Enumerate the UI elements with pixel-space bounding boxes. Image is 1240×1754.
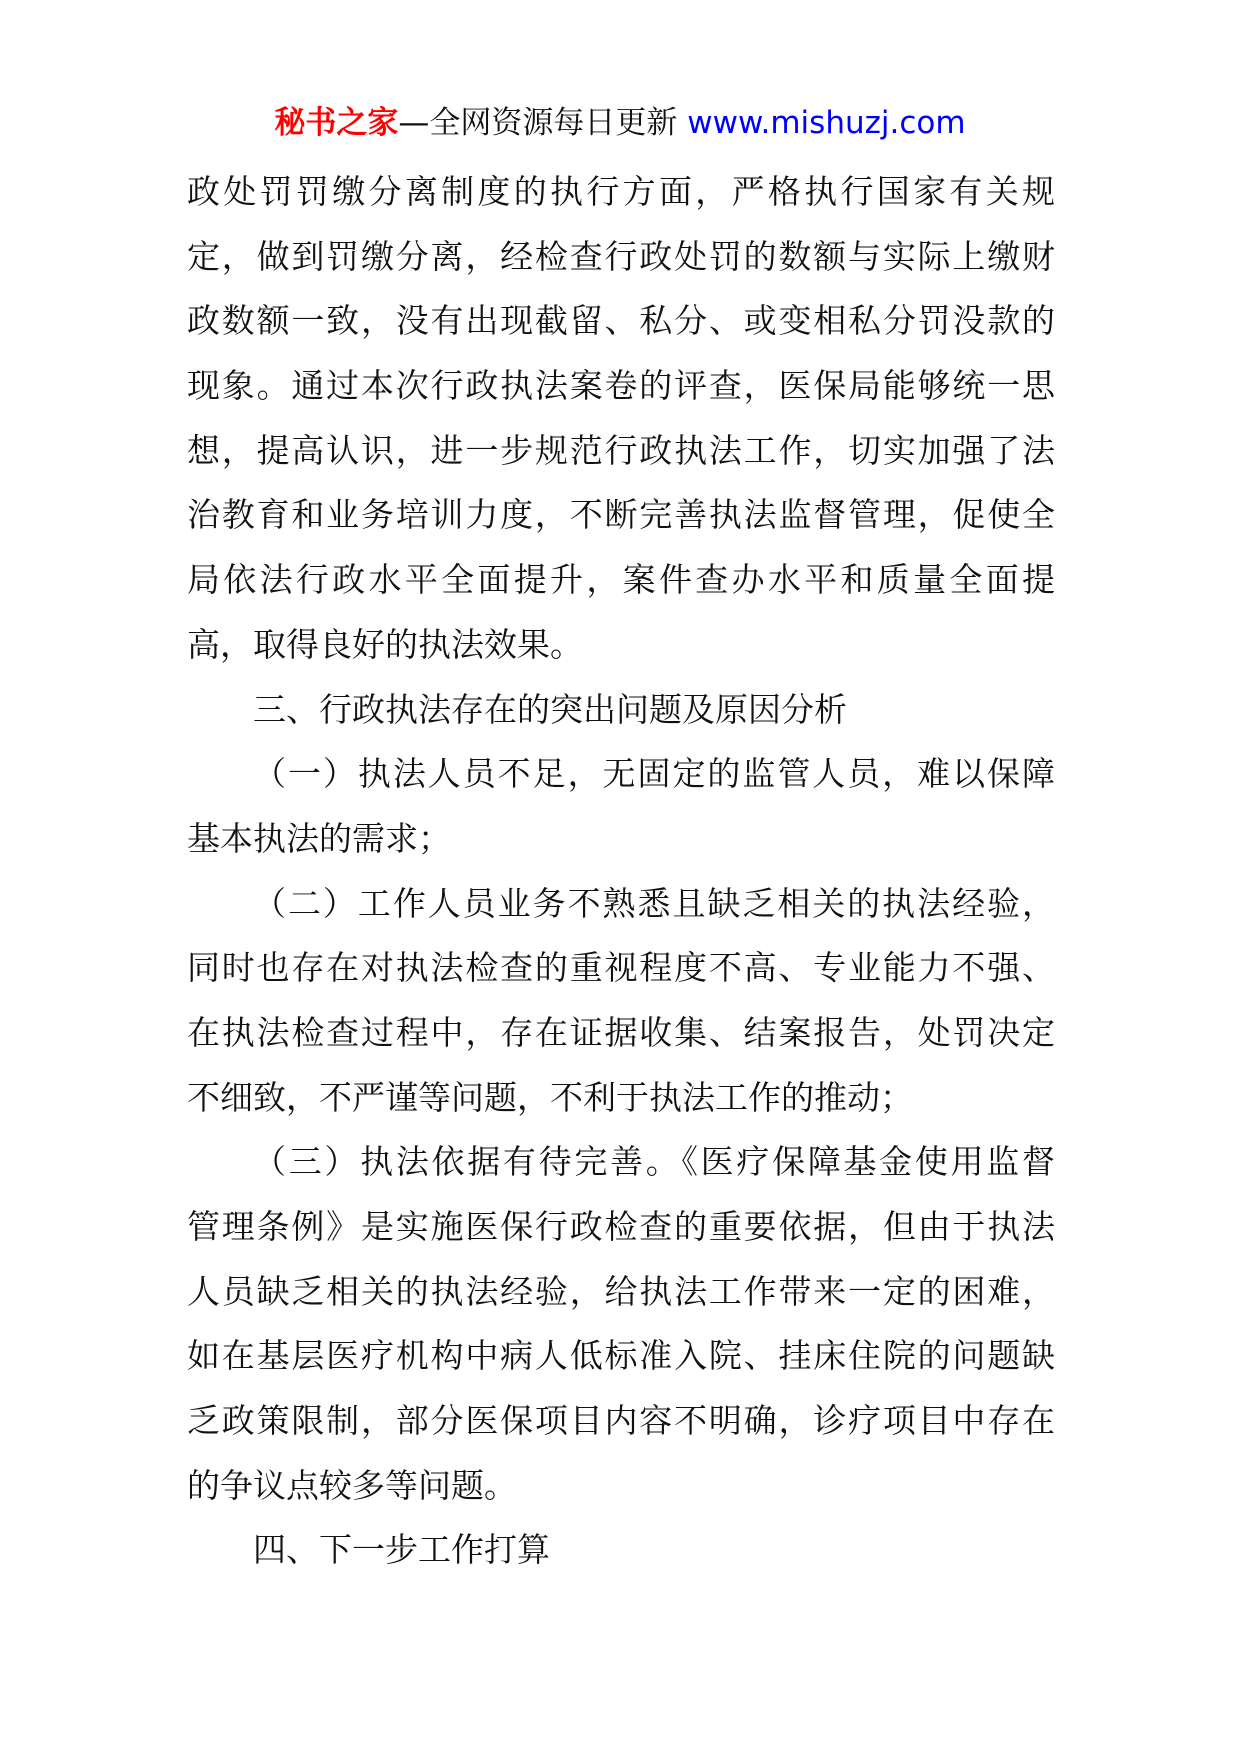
text-line: （二）工作人员业务不熟悉且缺乏相关的执法经验， [253,883,1055,923]
text-line: 定，做到罚缴分离，经检查行政处罚的数额与实际上缴财 [187,236,1055,276]
text-line: 不细致，不严谨等问题，不利于执法工作的推动； [187,1077,913,1117]
text-line: 想，提高认识，进一步规范行政执法工作，切实加强了法 [187,430,1055,470]
text-line: 高，取得良好的执法效果。 [187,624,583,664]
text-line: 管理条例》是实施医保行政检查的重要依据，但由于执法 [187,1207,1055,1246]
header-brand: 秘书之家 [274,105,399,141]
section-heading: 四、下一步工作打算 [253,1530,550,1570]
section-heading: 三、行政执法存在的突出问题及原因分析 [253,689,847,729]
text-line: （三）执法依据有待完善。《医疗保障基金使用监督 [253,1142,1055,1182]
text-line: 现象。通过本次行政执法案卷的评查，医保局能够统一思 [187,366,1055,406]
header-tagline: —全网资源每日更新 [398,105,678,141]
text-line: 局依法行政水平全面提升，案件查办水平和质量全面提 [187,560,1055,600]
document-body [187,160,1055,1583]
header-website-link[interactable]: www.mishuzj.com [687,105,966,141]
text-line: 政处罚罚缴分离制度的执行方面，严格执行国家有关规 [187,172,1055,211]
text-line: 同时也存在对执法检查的重视程度不高、专业能力不强、 [187,948,1055,988]
text-line: （一）执法人员不足，无固定的监管人员，难以保障 [253,754,1055,794]
text-line: 如在基层医疗机构中病人低标准入院、挂床住院的问题缺 [187,1336,1055,1376]
page-header [0,98,1240,148]
text-line: 乏政策限制，部分医保项目内容不明确，诊疗项目中存在 [187,1401,1055,1441]
text-line: 基本执法的需求； [187,818,451,858]
text-line: 人员缺乏相关的执法经验，给执法工作带来一定的困难， [187,1271,1055,1311]
text-line: 治教育和业务培训力度，不断完善执法监督管理，促使全 [187,495,1055,535]
text-line: 政数额一致，没有出现截留、私分、或变相私分罚没款的 [187,301,1055,341]
text-line: 在执法检查过程中，存在证据收集、结案报告，处罚决定 [187,1012,1055,1052]
text-line: 的争议点较多等问题。 [187,1465,517,1505]
